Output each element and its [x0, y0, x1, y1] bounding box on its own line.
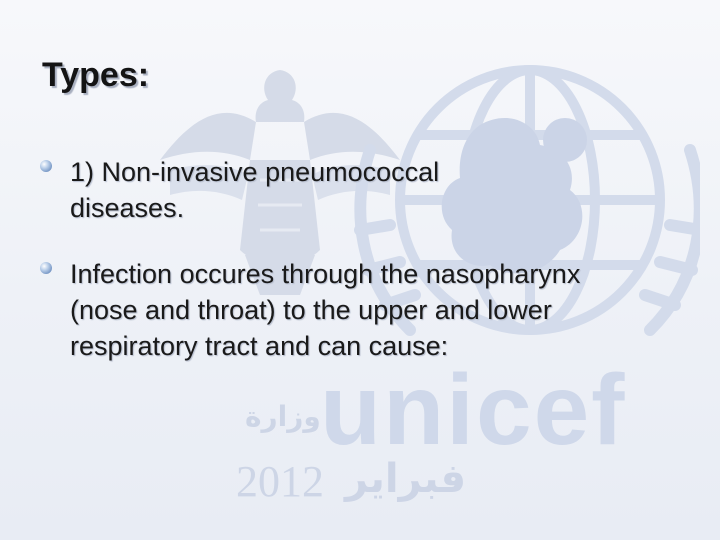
bullet-item — [18, 154, 698, 226]
slide-title: Types: — [42, 56, 150, 94]
unicef-watermark-text: unicef — [320, 354, 627, 466]
bullet-text: Infection occures through the nasopharynx (nose and throat) to the upper and lower respiratory tract and can cause: — [70, 259, 581, 361]
bullet-dot-icon — [40, 160, 52, 172]
bullet-list — [18, 154, 698, 394]
bullet-dot-icon — [40, 262, 52, 274]
arabic-watermark-text: وزارة — [245, 400, 321, 433]
watermark-month: فبراير — [345, 456, 467, 502]
bullet-text: 1) Non-invasive pneumococcal diseases. — [70, 157, 440, 223]
watermark-year: 2012 — [236, 457, 324, 506]
bullet-item — [18, 256, 698, 364]
